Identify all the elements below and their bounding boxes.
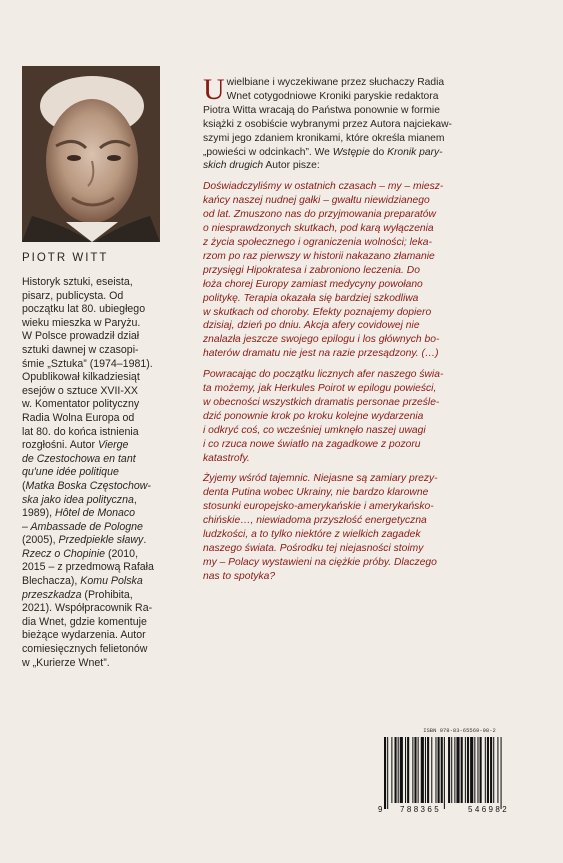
author-name: PIOTR WITT [22, 252, 109, 264]
intro-text: Piotra Witta wracają do Państwa ponownie w formie [203, 104, 440, 116]
bio-line [22, 439, 162, 453]
bio-text: Opublikował kilkadziesiąt [22, 371, 140, 384]
bio-text: (2005), [22, 534, 59, 547]
intro-text: do [369, 146, 388, 158]
intro-paragraph [203, 73, 541, 173]
barcode-bar [387, 737, 388, 809]
intro-text: książki z osobiście wybranymi przez Autora najciekaw- [203, 118, 452, 130]
barcode-digit-first: 9 [378, 805, 383, 814]
bio-text: Przedpiekle sławy [58, 534, 144, 547]
bio-text: Radia Wolna Europa od [22, 411, 135, 424]
barcode-digits-right: 546982 [468, 805, 510, 814]
bio-text: Historyk sztuki, eseista, [22, 276, 133, 288]
barcode-bar [451, 737, 452, 803]
bio-text: . [143, 534, 147, 547]
bio-text: początku lat 80. ubiegłego [22, 303, 146, 316]
intro-line [203, 90, 541, 104]
bio-line [22, 398, 162, 412]
bio-line [22, 561, 162, 575]
barcode-bar [490, 737, 492, 803]
author-photo [22, 66, 160, 242]
quote-line: ludzkości, a to tylko niektóre z wielkich zagadek [203, 529, 421, 541]
bio-line [22, 616, 162, 630]
bio-text: qu'une idée politique [22, 466, 119, 479]
bio-line [22, 371, 162, 385]
bio-text: (Prohibita, [81, 588, 133, 601]
barcode-bar [391, 737, 392, 803]
quote-line: my – Polacy wystawieni na ciężkie próby. Dlaczego [203, 556, 437, 568]
barcode-bar [405, 737, 406, 803]
bio-text: w. Komentator polityczny [22, 398, 140, 411]
barcode-bars [384, 737, 535, 809]
bio-line [22, 453, 162, 467]
bio-line [22, 358, 162, 372]
quote-paragraph-1 [203, 180, 541, 361]
bio-text: 2021). Współpracownik Ra- [22, 602, 153, 615]
barcode-bar [501, 737, 502, 809]
bio-text: śmie „Sztuka” (1974–1981). [22, 357, 153, 370]
barcode-bar [454, 737, 455, 803]
barcode-bar [431, 737, 432, 803]
bio-text: Rzecz o Chopinie [22, 547, 106, 560]
bio-line [22, 317, 162, 331]
bio-text: Vierge [97, 439, 129, 452]
bio-text: 2015 – z przedmową Rafała [22, 561, 154, 574]
barcode-bar [461, 737, 463, 803]
bio-text: 1989), [22, 507, 55, 520]
author-bio [22, 276, 162, 670]
bio-text: de Czestochowa en tant [22, 452, 136, 465]
intro-text: Wnet cotygodniowe Kroniki paryskie redaktora [226, 90, 439, 102]
bio-text: esejów o sztuce XVII-XX [22, 384, 138, 397]
quote-line: politykę. Terapia okazała się bardziej szkodliwa [203, 292, 419, 304]
quote-line: nas to spotyka? [203, 570, 276, 582]
intro-line [203, 146, 541, 160]
barcode-bar [427, 737, 429, 803]
quote-line: dzić ponownie krok po kroku kolejne wydarzenia [203, 410, 424, 422]
barcode-bar [407, 737, 409, 803]
bio-line [22, 602, 162, 616]
barcode-bar [448, 737, 450, 803]
bio-line [22, 521, 162, 535]
isbn-barcode [378, 727, 541, 829]
barcode-bar [456, 737, 459, 803]
quote-line: w skutkach od choroby. Efekty poznajemy dopiero [203, 306, 432, 318]
bio-text: Komu Polska [80, 575, 143, 588]
back-cover-text [203, 73, 541, 584]
intro-text: wielbiane i wyczekiwane przez słuchaczy Radia [226, 77, 445, 88]
quote-line: rzom po raz pierwszy w historii nakazano złamanie [203, 250, 435, 262]
barcode-bar [414, 737, 416, 803]
barcode-bar [418, 737, 419, 803]
barcode-bar [480, 737, 482, 803]
barcode-bar [485, 737, 486, 803]
intro-line [203, 104, 541, 118]
barcode-bar [395, 737, 397, 803]
barcode-bar [477, 737, 478, 803]
bio-text: bieżące wydarzenia. Autor [22, 629, 146, 642]
bio-line [22, 643, 162, 657]
intro-text: skich drugich [203, 160, 264, 172]
bio-text: Blechacza), [22, 575, 81, 588]
bio-text: lat 80. do końca istnienia [22, 425, 139, 438]
bio-line [22, 480, 162, 494]
quote-line: łoża chorej Europy zamiast medycyny powołano [203, 278, 423, 290]
barcode-bar [435, 737, 436, 803]
quote-line: znalazła jeszcze swojego epilogu i los głównych bo- [203, 334, 440, 346]
bio-text: comiesięcznych felietonów [22, 643, 148, 656]
intro-text: „powieści w odcinkach”. We [203, 146, 333, 158]
barcode-bar [438, 737, 440, 803]
bio-text: (2010, [105, 547, 139, 560]
barcode-bar [470, 737, 473, 803]
quote-line: z życia społecznego i ograniczenia wolności; leka- [203, 236, 432, 248]
bio-text: wieku mieszka w Paryżu. [22, 316, 141, 329]
quote-line: haterów dramatu nie jest na razie przesądzony. (…) [203, 348, 439, 360]
barcode-digits-left: 788365 [400, 805, 442, 814]
bio-line [22, 629, 162, 643]
bio-text: Hôtel de Monaco [54, 507, 136, 520]
bio-line [22, 657, 162, 671]
bio-text: sztuki dawnej w czasopi- [22, 343, 139, 356]
barcode-bar [412, 737, 413, 803]
quote-line: Powracając do początku licznych afer naszego świa- [203, 369, 444, 381]
bio-line [22, 344, 162, 358]
barcode-bar [497, 737, 498, 803]
barcode-bar [487, 737, 489, 803]
bio-line [22, 534, 162, 548]
intro-line [203, 159, 541, 173]
bio-text: – Ambassade de Pologne [22, 520, 143, 533]
barcode-bar [400, 737, 403, 803]
quote-line: w obecności wszystkich dramatis personae prześle- [203, 396, 440, 408]
quote-line: naszego świata. Pośrodku tej niejasności stoimy [203, 543, 424, 554]
quote-line: dzisiaj, dzień po dniu. Akcja afery covidowej nie [203, 320, 420, 332]
isbn-text: ISBN 978-83-65569-98-2 [423, 727, 496, 734]
intro-line [203, 132, 541, 146]
barcode-bar [493, 737, 494, 803]
bio-text: rozgłośni. Autor [22, 439, 98, 452]
bio-line [22, 303, 162, 317]
bio-text: pisarz, publicysta. Od [22, 289, 124, 302]
bio-text: dia Wnet, gdzie komentuje [22, 615, 147, 628]
bio-text: , [133, 493, 137, 506]
bio-line [22, 575, 162, 589]
bio-line [22, 330, 162, 344]
quote-line: o niesprawdzonych skutkach, pod karą wyłączenia [203, 223, 434, 235]
drop-cap: U [203, 73, 225, 106]
bio-text: w „Kurierze Wnet”. [22, 656, 110, 669]
bio-line [22, 385, 162, 399]
intro-line [203, 76, 541, 90]
quote-line: Doświadczyliśmy w ostatnich czasach – my – miesz- [203, 181, 444, 193]
quote-line: Żyjemy wśród tajemnic. Niejasne są zamiary prezy- [203, 473, 438, 485]
quote-line: ta możemy, jak Herkules Poirot w epilogu powieści, [203, 383, 437, 395]
barcode-bar [467, 737, 469, 803]
quote-line: przysięgi Hipokratesa i zabroniono leczenia. Do [203, 264, 420, 276]
quote-line: i co rzuca nowe światło na zagadkowe z pozoru [203, 438, 421, 450]
quote-paragraph-3 [203, 472, 541, 583]
bio-text: ( [22, 479, 26, 492]
bio-line [22, 548, 162, 562]
bio-line [22, 412, 162, 426]
barcode-bar [465, 737, 466, 803]
bio-text: Matka Boska Częstochow- [25, 479, 151, 492]
bio-text: ska jako idea polityczna [22, 493, 134, 506]
quote-paragraph-2 [203, 368, 541, 465]
quote-line: chińskie…, niewiadoma przyszłość energetyczna [203, 515, 427, 527]
bio-line [22, 507, 162, 521]
quote-line: katastrofy. [203, 452, 250, 464]
intro-text: Kronik pary- [387, 146, 443, 158]
quote-line: od lat. Zmuszono nas do przyjmowania preparatów [203, 209, 436, 221]
bio-line [22, 466, 162, 480]
barcode-bar [441, 737, 443, 803]
intro-text: Wstępie [332, 146, 370, 158]
intro-text: Autor pisze: [263, 160, 320, 172]
bio-text: W Polsce prowadził dział [22, 330, 140, 343]
bio-line [22, 276, 162, 290]
bio-text: przeszkadza [22, 588, 82, 601]
barcode-bar [398, 737, 399, 803]
intro-text: szymi jego zdaniem kronikami, które określa mianem [203, 132, 445, 144]
bio-line [22, 426, 162, 440]
barcode-bar [444, 737, 445, 809]
barcode-bar [384, 737, 386, 809]
barcode-bar [474, 737, 475, 803]
intro-line [203, 118, 541, 132]
bio-line [22, 290, 162, 304]
bio-line [22, 494, 162, 508]
bio-line [22, 589, 162, 603]
quote-line: stosunki europejsko-amerykańskie i amerykańsko- [203, 501, 434, 513]
quote-line: kańcy naszej nudnej gałki – gwałtu niewidzianego [203, 195, 430, 207]
quote-line: denta Putina wobec Ukrainy, nie bardzo klarowne [203, 487, 429, 499]
barcode-bar [421, 737, 424, 803]
quote-line: i odkryć coś, co wcześniej umknęło naszej uwagi [203, 424, 426, 436]
barcode-bar [425, 737, 426, 803]
